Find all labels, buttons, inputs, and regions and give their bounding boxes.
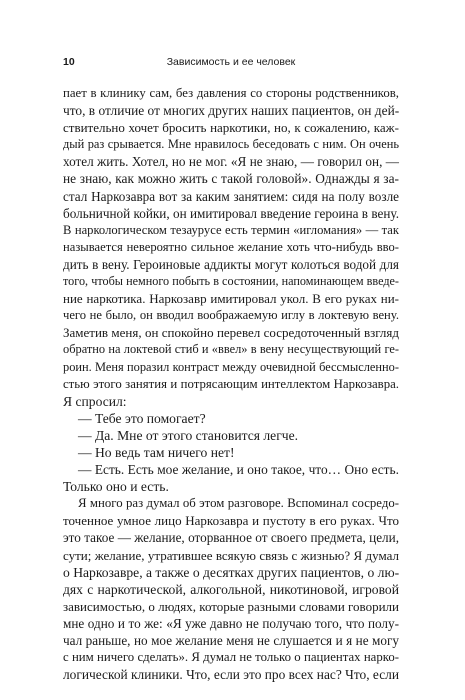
text-line: того, чтобы немного побыть в состоянии, напоминающем введе- [63, 274, 399, 289]
text-line: больничной койки, он имитировал введение героина в вену. [63, 205, 399, 221]
text-line: точенное умное лицо Наркозавра и пустоту в его руках. Что [63, 513, 399, 529]
text-line: хотел жить. Хотел, но не мог. «Я не знаю, — говорил он, — [63, 154, 399, 170]
text-line: дях с наркотической, алкогольной, никотиновой, игровой [63, 581, 399, 597]
text-line: чал раньше, но мое желание меня не слушается и я не могу [63, 633, 399, 648]
page-header [63, 56, 399, 72]
text-line: Только оно и есть. [63, 479, 169, 495]
running-title: Зависимость и ее человек [166, 56, 296, 68]
dialogue-line: — Но ведь там ничего нет! [78, 444, 235, 460]
text-line: стью этого занятия и потрясающим интеллектом Наркозавра. [63, 376, 399, 391]
text-line: о Наркозавре, а также о десятках других пациентов, о лю- [63, 564, 400, 580]
body-text [63, 85, 399, 683]
dialogue-line: — Есть. Есть мое желание, и оно такое, что… Оно есть. [78, 462, 399, 478]
text-line: мне одно и то же: «Я уже давно не получаю того, что полу- [63, 615, 399, 631]
text-line: пает в клинику сам, без давления со стороны родственников, [63, 86, 399, 100]
text-line: чего не было, он вводил воображаемую иглу в локтевую вену. [63, 308, 399, 323]
dialogue-line: — Тебе это помогает? [78, 410, 206, 426]
text-line: Я спросил: [63, 393, 127, 409]
text-line: зависимостью, о людях, которые разными словами говорили [63, 598, 399, 614]
text-line: роин. Меня поразил контраст между очевидной бессмысленно- [63, 359, 399, 374]
text-line: ствительно хочет бросить наркотики, но, к сожалению, каж- [63, 120, 399, 136]
page-number: 10 [63, 56, 75, 68]
paragraph-start-line: Я много раз думал об этом разговоре. Вспоминал сосредо- [78, 496, 399, 511]
text-line: это такое — желание, оторванное от своего предмета, цели, [63, 530, 399, 546]
text-line: В наркологическом тезаурусе есть термин «игломания» — так [63, 222, 399, 237]
text-line: дый раз срывается. Мне нравилось беседовать с ним. Он очень [63, 137, 399, 152]
text-line: называется невероятно сильное желание хоть что-нибудь вво- [63, 239, 399, 254]
text-line: Заметив меня, он спокойно перевел сосредоточенный взгляд [63, 325, 399, 341]
text-line: дить в вену. Героиновые аддикты могут колоться водой для [63, 256, 399, 272]
text-line: сути; желание, утратившее всякую связь с жизнью? Я думал [63, 547, 399, 563]
text-line: с ним ничего сделать». Я думал не только о пациентах нарко- [63, 650, 399, 665]
text-line: не знаю, как можно жить с такой головой». Однажды я за- [63, 171, 399, 187]
text-line: логической клиники. Что, если это про всех нас? Что, если [63, 667, 399, 683]
text-line: ние наркотика. Наркозавр имитировал укол. В его руках ни- [63, 291, 399, 307]
dialogue-line: — Да. Мне от этого становится легче. [78, 427, 299, 443]
text-line: стал Наркозавра вот за каким занятием: сидя на полу возле [63, 188, 399, 204]
text-line: что, в отличие от многих других наших пациентов, он дей- [63, 103, 400, 119]
text-line: обратно на локтевой стиб и «ввел» в вену несуществующий ге- [63, 342, 399, 357]
